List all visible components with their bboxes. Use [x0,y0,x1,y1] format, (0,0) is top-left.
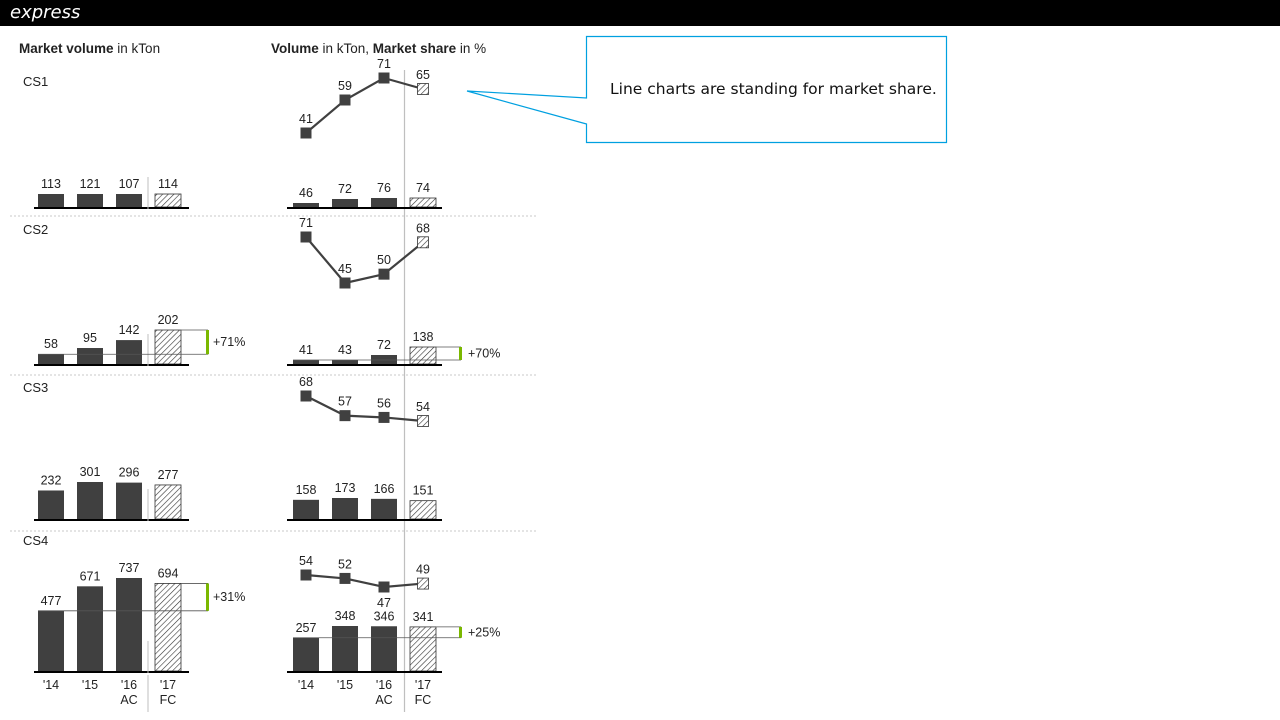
volume-bar [410,501,436,519]
right-category-tick-label: '14 [297,678,315,692]
market-volume-value-label: 58 [44,337,58,352]
callout-text: Line charts are standing for market share. [610,80,937,98]
market-volume-bar [155,583,181,671]
right-title-bold-volume: Volume [271,41,319,56]
row-label-cs4: CS4 [23,533,49,548]
market-volume-value-label: 296 [118,465,140,480]
market-share-marker [379,73,390,84]
market-volume-delta-label: +71% [213,335,246,350]
volume-bar [410,627,436,671]
market-volume-bar [38,354,64,364]
volume-bar [332,498,358,519]
market-volume-bar [38,194,64,207]
volume-bar [332,360,358,364]
right-title-rest-2: in % [456,41,487,56]
market-share-marker [379,269,390,280]
left-category-tick-label: '17 [159,678,177,692]
market-share-value-label: 41 [299,112,313,126]
volume-value-label: 348 [334,609,356,623]
market-share-value-label: 54 [416,400,430,414]
market-volume-delta-label: +31% [213,590,246,605]
market-share-marker [418,578,429,589]
market-volume-value-label: 114 [158,177,178,191]
market-share-value-label: 68 [299,375,313,389]
market-share-marker [379,582,390,593]
market-volume-bar [77,586,103,671]
volume-bar [332,199,358,207]
right-scenario-label: FC [414,693,432,707]
market-share-marker [340,95,351,106]
left-scenario-label: AC [120,693,138,707]
volume-bar [293,638,319,671]
market-volume-value-label: 121 [79,177,101,191]
right-title-bold-share: Market share [372,41,457,56]
left-category-tick-label: '16 [120,678,138,692]
market-volume-bar [116,483,142,519]
market-volume-bar [155,194,181,207]
left-scenario-label: FC [159,693,177,707]
volume-value-label: 74 [416,181,430,195]
volume-bar [293,360,319,364]
market-share-value-label: 57 [338,394,352,409]
market-share-marker [301,391,312,402]
volume-bar [410,347,436,364]
market-share-value-label: 59 [338,79,352,93]
market-share-marker [301,570,312,581]
volume-bar [293,203,319,207]
volume-bar [371,198,397,207]
right-scenario-label: AC [375,693,393,707]
delta-bar [459,627,462,638]
market-share-value-label: 45 [338,262,352,276]
volume-bar [293,500,319,519]
left-category-tick-label: '15 [81,678,99,692]
market-volume-bar [77,482,103,519]
market-volume-value-label: 301 [79,465,101,479]
volume-value-label: 341 [412,609,434,624]
market-share-value-label: 71 [299,216,313,230]
market-share-marker [418,237,429,248]
volume-value-label: 72 [377,338,391,352]
market-volume-value-label: 477 [40,593,62,608]
row-label-cs2: CS2 [23,222,49,237]
market-volume-bar [116,578,142,671]
market-volume-value-label: 107 [118,177,140,191]
market-share-marker [301,128,312,139]
volume-value-label: 151 [412,483,434,498]
volume-value-label: 346 [373,609,395,624]
market-volume-value-label: 232 [40,473,62,488]
market-volume-bar [77,348,103,364]
market-share-line [306,237,423,283]
right-category-tick-label: '15 [336,678,354,692]
volume-delta-label: +70% [468,346,501,361]
market-volume-value-label: 694 [157,566,179,581]
volume-bar [410,198,436,207]
market-share-value-label: 52 [338,557,352,572]
volume-bar [371,499,397,519]
market-volume-bar [38,490,64,519]
right-category-tick-label: '16 [375,678,393,692]
market-share-value-label: 65 [416,68,430,82]
market-volume-value-label: 671 [79,569,101,584]
market-volume-value-label: 202 [157,313,179,327]
market-share-value-label: 50 [377,253,391,268]
market-share-line [306,396,423,421]
market-share-value-label: 56 [377,396,391,411]
volume-value-label: 138 [412,330,434,344]
volume-bar [371,626,397,671]
delta-bar [459,347,462,360]
volume-value-label: 158 [295,482,317,497]
market-volume-bar [155,485,181,519]
volume-value-label: 257 [295,620,317,635]
right-category-tick-label: '17 [414,678,432,692]
volume-value-label: 173 [334,481,356,495]
market-share-marker [418,84,429,95]
market-volume-value-label: 737 [118,561,140,575]
market-volume-value-label: 113 [41,177,61,191]
market-share-value-label: 68 [416,221,430,236]
delta-bar [206,330,209,354]
market-share-marker [340,573,351,584]
market-share-marker [379,412,390,423]
volume-delta-label: +25% [468,625,501,640]
market-volume-bar [116,194,142,207]
row-label-cs3: CS3 [23,380,49,395]
row-label-cs1: CS1 [23,74,49,89]
market-volume-bar [77,194,103,207]
market-share-marker [340,278,351,289]
market-volume-value-label: 95 [83,331,97,346]
market-share-marker [340,410,351,421]
market-share-line [306,78,423,133]
volume-value-label: 41 [299,343,313,357]
market-volume-bar [38,611,64,671]
volume-value-label: 76 [377,181,391,195]
left-category-tick-label: '14 [42,678,60,692]
market-volume-bar [116,340,142,364]
volume-value-label: 166 [373,481,395,496]
market-share-value-label: 71 [377,57,391,71]
market-share-value-label: 49 [416,562,430,577]
market-share-line [306,575,423,587]
market-share-marker [301,232,312,243]
market-share-value-label: 54 [299,554,313,568]
volume-value-label: 72 [338,182,352,196]
brand-label: express [10,2,81,23]
market-volume-value-label: 142 [118,323,140,338]
market-volume-value-label: 277 [157,467,179,482]
delta-bar [206,583,209,610]
volume-value-label: 46 [299,186,313,200]
volume-bar [332,626,358,671]
market-share-value-label: 47 [377,596,391,610]
right-title-rest-1: in kTon, [318,41,373,56]
market-share-marker [418,416,429,427]
left-title-rest: in kTon [113,41,161,56]
market-volume-bar [155,330,181,364]
left-title-bold: Market volume [19,41,114,56]
volume-value-label: 43 [338,343,352,357]
volume-bar [371,355,397,364]
